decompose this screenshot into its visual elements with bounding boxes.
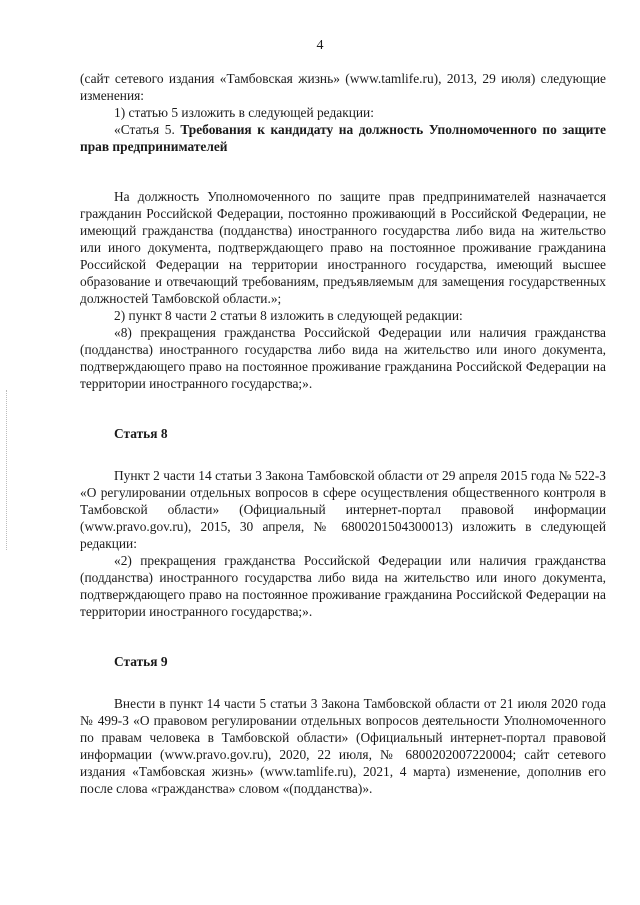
heading-article-8: Статья 8 — [114, 426, 168, 441]
heading-article-9: Статья 9 — [114, 654, 168, 669]
paragraph-article-8-item-2: «2) прекращения гражданства Российской Федерации или наличия гражданства (подданства) иностранного государства либо вида на жительство или иного документа, подтверждающего право на постоянное проживание гражданина Российской Федерации на территории иностранного государства;». — [80, 553, 606, 619]
article-5-prefix: «Статья 5. — [114, 122, 181, 137]
paragraph-article-5-title — [80, 121, 606, 155]
article-5-title: Требования к кандидату на должность Уполномоченного по защите прав предпринимателей — [80, 122, 606, 154]
paragraph-amendment-source: (сайт сетевого издания «Тамбовская жизнь» (www.tamlife.ru), 2013, 29 июля) следующие изменения: — [80, 71, 606, 103]
paragraph-article-5-text: На должность Уполномоченного по защите прав предпринимателей назначается гражданин Российской Федерации, постоянно проживающий в Российской Федерации, не имеющий гражданства (подданства) иностранного государства либо вида на жительство или иного документа, подтверждающего право на постоянное проживание гражданина Российской Федерации на территории иностранного государства, имеющий высшее образование и отвечающий требованиям, предъявляемым для замещения государственных должностей Тамбовской области.»; — [80, 189, 606, 306]
paragraph-item-1: 1) статью 5 изложить в следующей редакции: — [114, 105, 374, 120]
page-number: 4 — [316, 38, 324, 53]
paragraph-item-2: 2) пункт 8 части 2 статьи 8 изложить в следующей редакции: — [114, 308, 463, 323]
paragraph-article-9-text: Внести в пункт 14 части 5 статьи 3 Закона Тамбовской области от 21 июля 2020 года № 499-З «О правовом регулировании отдельных вопросов деятельности Уполномоченного по правам человека в Тамбовской области» (Официальный интернет-портал правовой информации (www.pravo.gov.ru), 2020, 22 июля, № 6800202007220004; сайт сетевого издания «Тамбовская жизнь» (www.tamlife.ru), 2021, 4 марта) изменение, дополнив его после слова «гражданства» словом «(подданства)». — [80, 696, 606, 796]
paragraph-item-8-text: «8) прекращения гражданства Российской Федерации или наличия гражданства (подданства) иностранного государства либо вида на жительство или иного документа, подтверждающего право на постоянное проживание гражданина Российской Федерации на территории иностранного государства;». — [80, 325, 606, 391]
document-body — [80, 70, 606, 797]
paragraph-article-8-text: Пункт 2 части 14 статьи 3 Закона Тамбовской области от 29 апреля 2015 года № 522-З «О регулировании отдельных вопросов в сфере осуществления общественного контроля в Тамбовской области» (Официальный интернет-портал правовой информации (www.pravo.gov.ru), 2015, 30 апреля, № 6800201504300013) изложить в следующей редакции: — [80, 468, 606, 551]
scan-margin-mark — [6, 390, 9, 550]
